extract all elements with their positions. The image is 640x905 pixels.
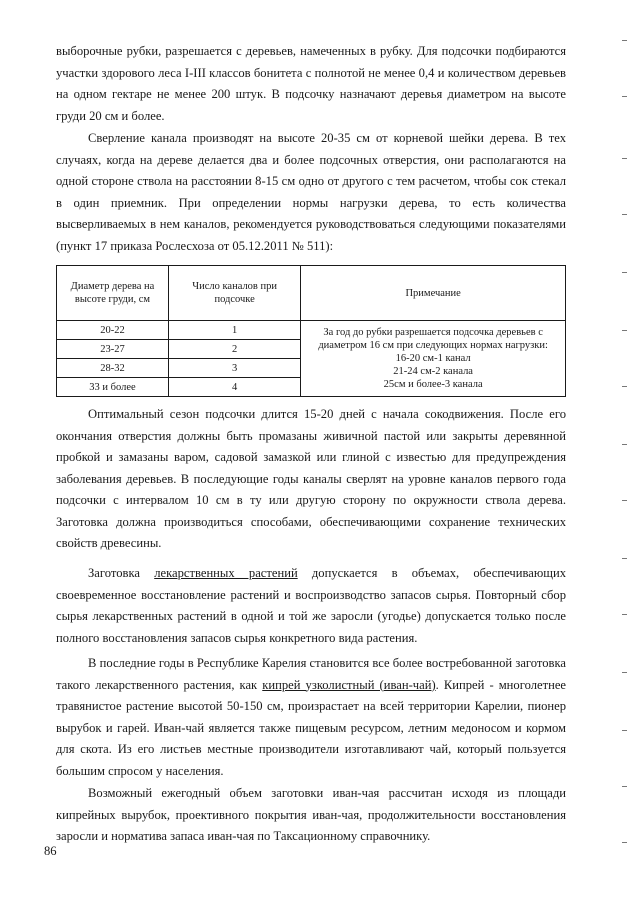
- paragraph-volume: [56, 783, 566, 848]
- header-channels: Число каналов при подсочке: [168, 266, 300, 321]
- cell-diameter: 23-27: [57, 340, 169, 359]
- cell-diameter: 20-22: [57, 321, 169, 340]
- paragraph-intro: [56, 41, 566, 127]
- note-line: 25см и более-3 канала: [383, 379, 483, 390]
- scan-margin-marks: [622, 0, 628, 905]
- header-note: Примечание: [301, 266, 566, 321]
- paragraph-season: [56, 404, 566, 555]
- paragraph-text: Оптимальный сезон подсочки длится 15-20 дней с начала сокодвижения. После его окончания отверстия должны быть промазаны живичной пастой или закрыты деревянной пробкой и замазаны варом, садовой замазкой или глиной с известью для предупреждения заболевания деревьев. В последующие годы каналы сверлят на уровне каналов первого года подсочки с интервалом 10 см в ту или другую сторону по окружности ствола дерева. Заготовка должна производиться способами, обеспечивающими сохранение технических свойств древесины.: [56, 407, 566, 550]
- paragraph-text: выборочные рубки, разрешается с деревьев, намеченных в рубку. Для подсочки подбираются участки здорового леса I-III классов бонитета с полнотой не менее 0,4 и количеством деревьев на одном гектаре не менее 200 штук. В подсочку назначают деревья диаметром на высоте груди 20 см и более.: [56, 44, 566, 123]
- page-number: 86: [44, 844, 57, 858]
- paragraph-text: [56, 563, 566, 649]
- text-span: В последние годы в Республике Карелия становится все более востребованной заготовка такого лекарственного растения, как: [56, 656, 566, 692]
- paragraph-fireweed: [56, 653, 566, 782]
- table-header-row: [57, 266, 566, 321]
- paragraph-drilling: [56, 128, 566, 257]
- text-span: . Кипрей - многолетнее травянистое растение высотой 50-150 см, произрастает на всей территории Карелии, пионер вырубок и гарей. Иван-чай является также пищевым ресурсом, летним медоносом и кормом для скота. Из его листьев местные производители изготавливают чай, который пользуется большим спросом у населения.: [56, 677, 566, 778]
- paragraph-medicinal: [56, 563, 566, 649]
- note-line: За год до рубки разрешается подсочка деревьев с диаметром 16 см при следующих нормах нагрузки:: [318, 327, 548, 351]
- medicinal-plants-link[interactable]: лекарственных растений: [154, 566, 298, 580]
- cell-channels: 3: [168, 359, 300, 378]
- note-line: 16-20 см-1 канал: [395, 353, 471, 364]
- paragraph-text: [56, 653, 566, 782]
- cell-diameter: 33 и более: [57, 378, 169, 397]
- cell-channels: 1: [168, 321, 300, 340]
- text-span: Заготовка: [88, 566, 155, 580]
- cell-channels: 4: [168, 378, 300, 397]
- cell-note: [301, 321, 566, 397]
- note-line: 21-24 см-2 канала: [393, 366, 473, 377]
- cell-diameter: 28-32: [57, 359, 169, 378]
- fireweed-link[interactable]: кипрей узколистный (иван-чай): [262, 677, 436, 692]
- paragraph-text: Возможный ежегодный объем заготовки иван-чая рассчитан исходя из площади кипрейных вырубок, проективного покрытия иван-чая, продолжительности восстановления заросли и норматива запаса иван-чая по Таксационному справочнику.: [56, 786, 566, 843]
- text-span: допускается в объемах, обеспечивающих своевременное восстановление растений и воспроизводство запасов сырья. Повторный сбор сырья лекарственных растений в одной и той же заросли (угодье) допускается только после полного восстановления запасов сырья конкретного вида растения.: [56, 566, 566, 645]
- header-diameter: Диаметр дерева на высоте груди, см: [57, 266, 169, 321]
- paragraph-text: Сверление канала производят на высоте 20-35 см от корневой шейки дерева. В тех случаях, когда на дереве делается два и более подсочных отверстия, они располагаются на одной стороне ствола на расстоянии 8-15 см одно от другого с тем расчетом, чтобы сок стекал в один приемник. При определении нормы нагрузки дерева, то есть количества высверливаемых в нем каналов, рекомендуется руководствоваться следующими показателями (пункт 17 приказа Рослесхоза от 05.12.2011 № 511):: [56, 131, 566, 253]
- table-row: [57, 321, 566, 340]
- load-norms-table: [56, 265, 566, 397]
- cell-channels: 2: [168, 340, 300, 359]
